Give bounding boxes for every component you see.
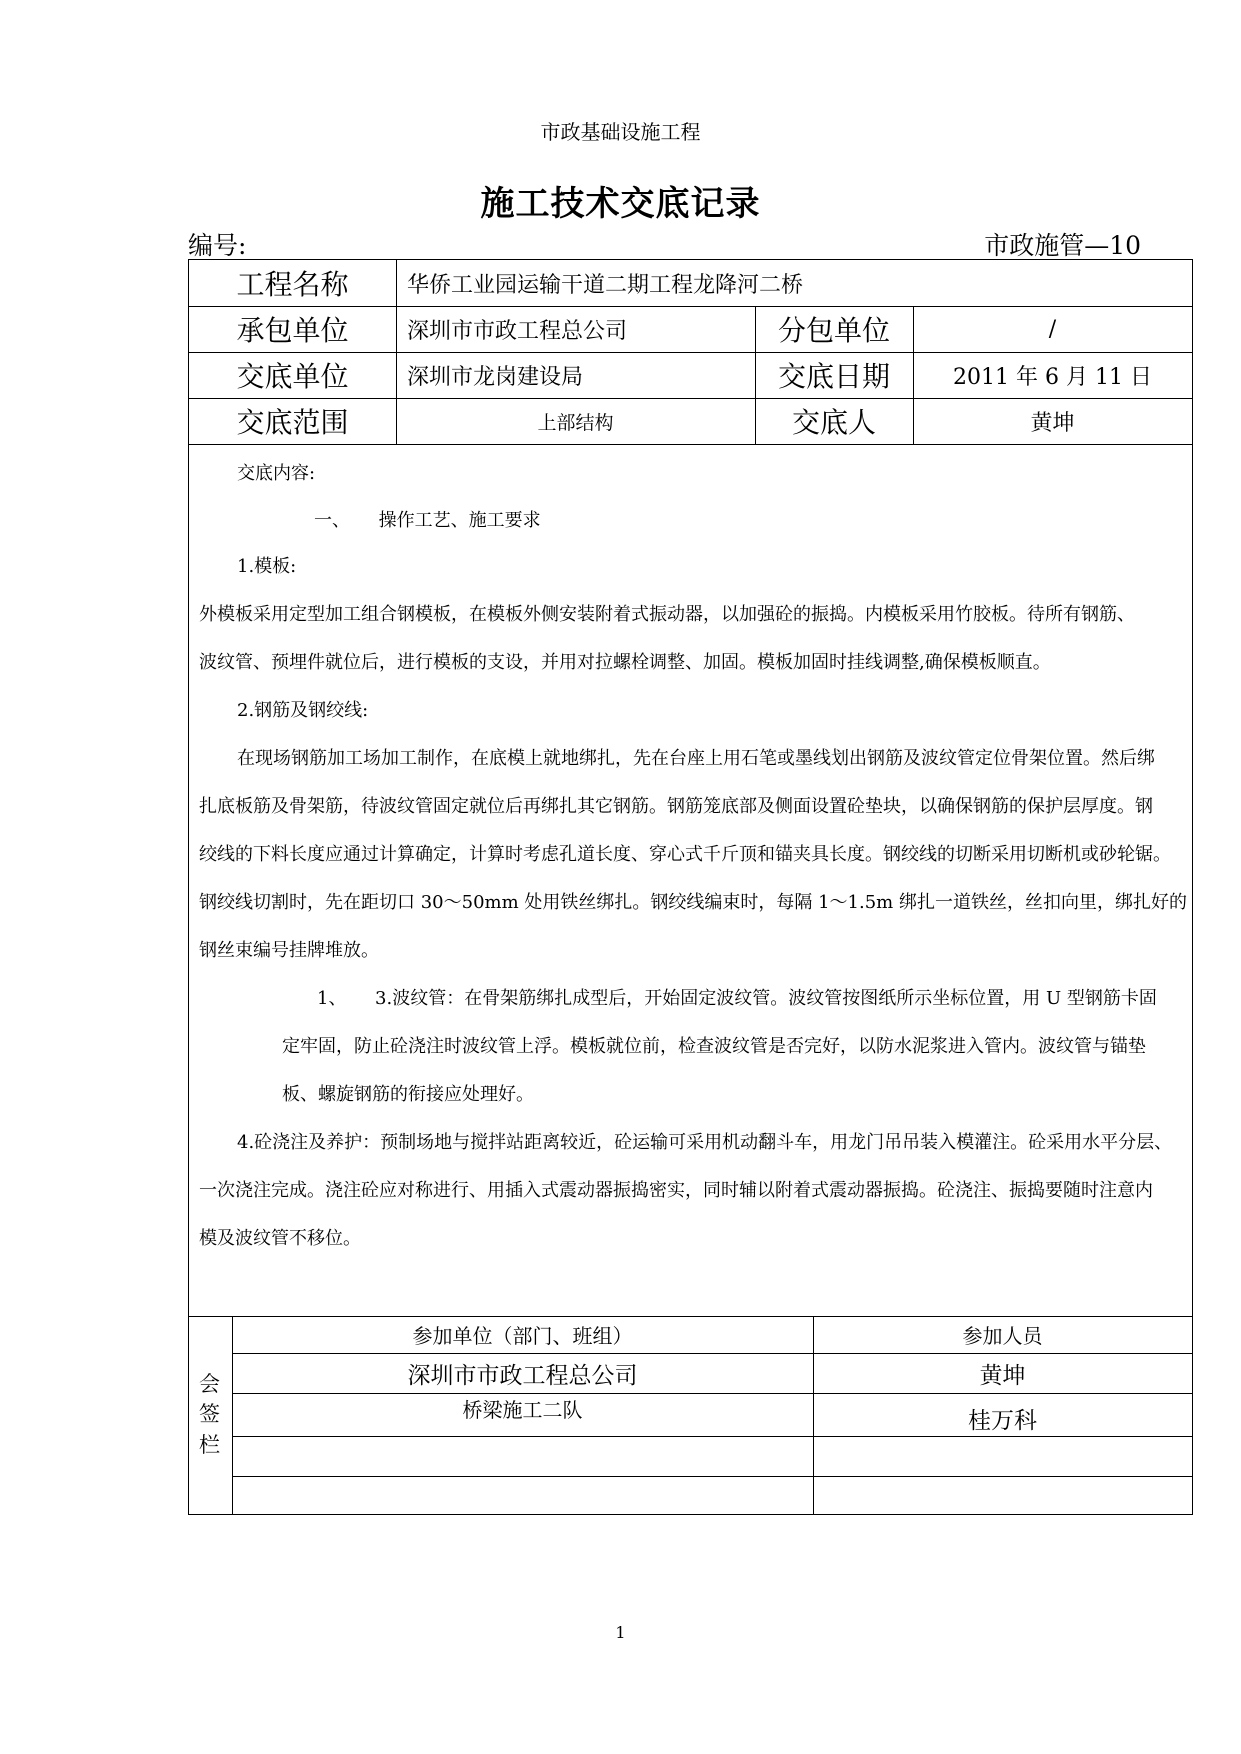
content-subheading: 2.钢筋及钢绞线: bbox=[237, 700, 369, 721]
content-paragraph-line: 一次浇注完成。浇注砼应对称进行、用插入式震动器振捣密实，同时辅以附着式震动器振捣。砼浇注、振捣要随时注意内 bbox=[199, 1180, 1153, 1201]
page-number: 1 bbox=[615, 1623, 626, 1642]
signoff-unit-cell: 桥梁施工二队 bbox=[462, 1397, 583, 1422]
serial-number-label: 编号: bbox=[188, 231, 247, 260]
briefing-date-label: 交底日期 bbox=[777, 360, 890, 393]
content-paragraph-line: 钢丝束编号挂牌堆放。 bbox=[199, 940, 379, 961]
briefer-label: 交底人 bbox=[791, 406, 876, 439]
content-paragraph-line: 模及波纹管不移位。 bbox=[199, 1228, 361, 1249]
content-paragraph-line: 钢绞线切割时，先在距切口 30～50mm 处用铁丝绑扎。钢绞线编束时，每隔 1～1.5m 绑扎一道铁丝，丝扣向里，绑扎好的 bbox=[199, 892, 1187, 913]
scope-label: 交底范围 bbox=[236, 406, 349, 439]
briefing-unit-value: 深圳市龙岗建设局 bbox=[407, 364, 584, 390]
content-heading: 交底内容: bbox=[237, 463, 316, 484]
contractor-label: 承包单位 bbox=[236, 314, 349, 347]
signoff-person-cell: 桂万科 bbox=[968, 1407, 1037, 1434]
document-title: 施工技术交底记录 bbox=[480, 184, 761, 224]
content-paragraph-line: 1、 3.波纹管：在骨架筋绑扎成型后，开始固定波纹管。波纹管按图纸所示坐标位置，用 U 型钢筋卡固 bbox=[317, 988, 1157, 1009]
project-name-value: 华侨工业园运输干道二期工程龙降河二桥 bbox=[407, 272, 804, 298]
content-subheading: 1.模板: bbox=[237, 556, 297, 577]
project-name-label: 工程名称 bbox=[236, 268, 349, 301]
signoff-side-label-1: 会 bbox=[199, 1372, 220, 1396]
signoff-side-label-2: 签 bbox=[199, 1402, 220, 1426]
briefer-value: 黄坤 bbox=[1030, 410, 1075, 436]
subcontractor-value: / bbox=[1048, 316, 1057, 342]
signoff-unit-cell: 深圳市市政工程总公司 bbox=[407, 1362, 638, 1389]
signoff-people-header: 参加人员 bbox=[962, 1324, 1043, 1348]
briefing-unit-label: 交底单位 bbox=[236, 360, 349, 393]
signoff-unit-header: 参加单位（部门、班组） bbox=[412, 1324, 633, 1348]
signoff-person-cell bbox=[813, 1476, 1192, 1514]
signoff-side-label-3: 栏 bbox=[199, 1433, 220, 1457]
content-paragraph-line: 外模板采用定型加工组合钢模板，在模板外侧安装附着式振动器，以加强砼的振捣。内模板采用竹胶板。待所有钢筋、 bbox=[199, 604, 1135, 625]
content-paragraph-line: 板、螺旋钢筋的衔接应处理好。 bbox=[282, 1084, 534, 1105]
scope-value: 上部结构 bbox=[537, 411, 614, 434]
record-form bbox=[188, 259, 1193, 1515]
content-paragraph-line: 绞线的下料长度应通过计算确定，计算时考虑孔道长度、穿心式千斤顶和锚夹具长度。钢绞线的切断采用切断机或砂轮锯。 bbox=[199, 844, 1171, 865]
signoff-person-cell bbox=[813, 1436, 1192, 1476]
content-section-heading: 一、 操作工艺、施工要求 bbox=[314, 510, 541, 531]
subcontractor-label: 分包单位 bbox=[777, 314, 890, 347]
content-paragraph-line: 定牢固，防止砼浇注时波纹管上浮。模板就位前，检查波纹管是否完好，以防水泥浆进入管内。波纹管与锚垫 bbox=[282, 1036, 1146, 1057]
content-paragraph-line: 在现场钢筋加工场加工制作，在底模上就地绑扎，先在台座上用石笔或墨线划出钢筋及波纹管定位骨架位置。然后绑 bbox=[237, 748, 1155, 769]
row-divider bbox=[189, 444, 1192, 445]
signoff-person-cell: 黄坤 bbox=[979, 1362, 1026, 1389]
contractor-value: 深圳市市政工程总公司 bbox=[407, 318, 628, 344]
content-paragraph-line: 4.砼浇注及养护：预制场地与搅拌站距离较近，砼运输可采用机动翻斗车，用龙门吊吊装入模灌注。砼采用水平分层、 bbox=[237, 1132, 1173, 1153]
briefing-date-value: 2011 年 6 月 11 日 bbox=[953, 364, 1152, 390]
signoff-unit-cell bbox=[232, 1476, 813, 1514]
document-supertitle: 市政基础设施工程 bbox=[540, 120, 701, 144]
content-paragraph-line: 扎底板筋及骨架筋，待波纹管固定就位后再绑扎其它钢筋。钢筋笼底部及侧面设置砼垫块，以确保钢筋的保护层厚度。钢 bbox=[199, 796, 1153, 817]
content-paragraph-line: 波纹管、预埋件就位后，进行模板的支设，并用对拉螺栓调整、加固。模板加固时挂线调整,确保模板顺直。 bbox=[199, 652, 1051, 673]
serial-number-value: 市政施管—10 bbox=[984, 231, 1141, 260]
signoff-unit-cell bbox=[232, 1436, 813, 1476]
